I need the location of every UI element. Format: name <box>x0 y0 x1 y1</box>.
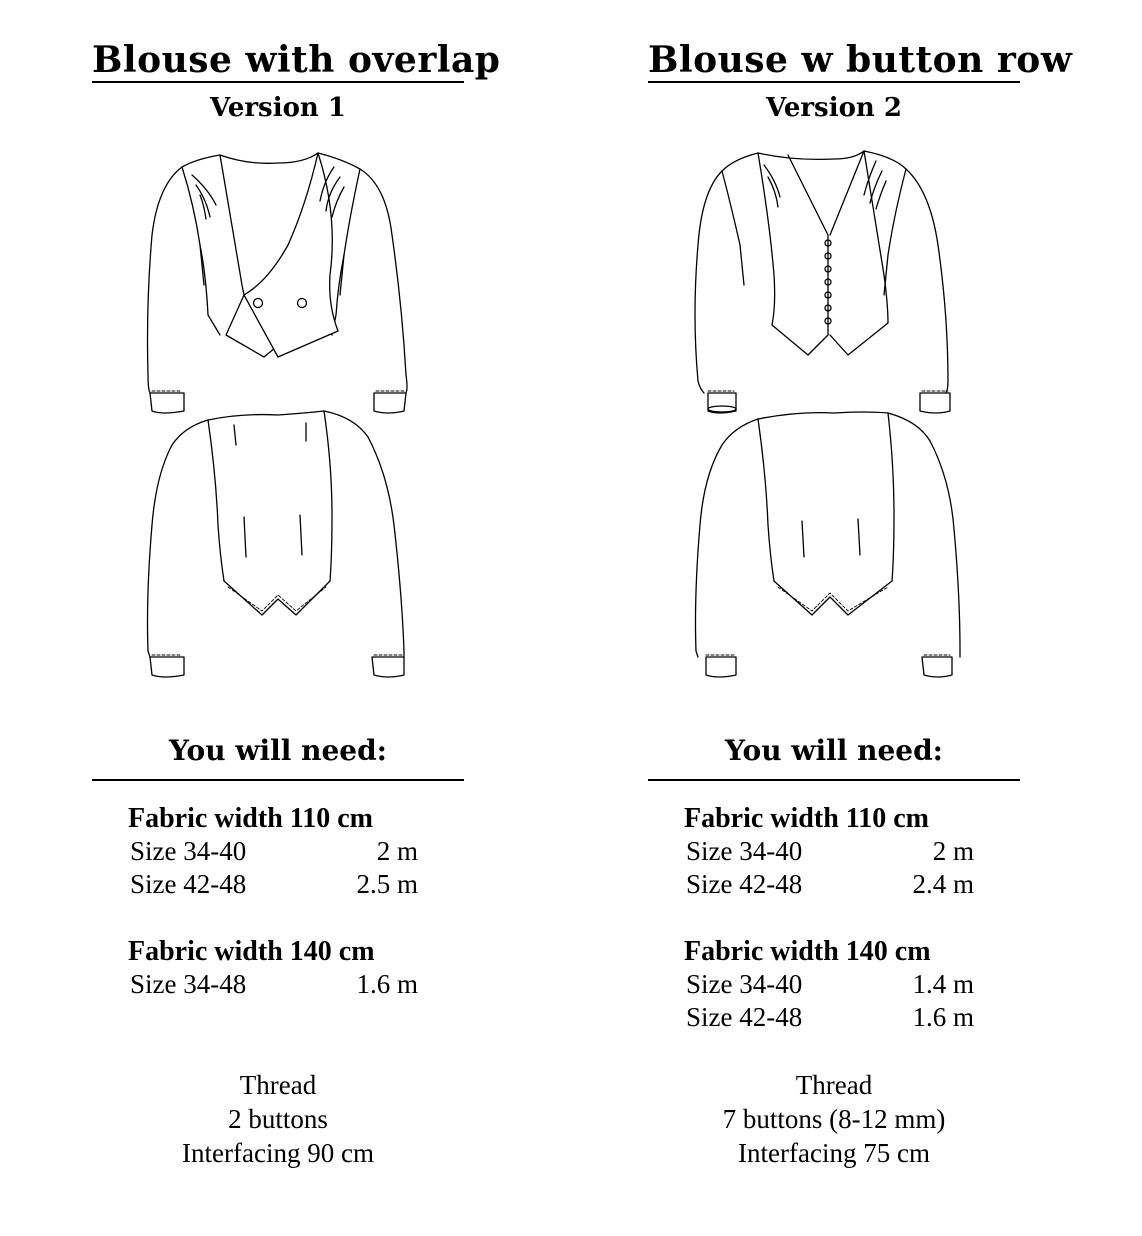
version-2-needs-rule <box>648 779 1020 781</box>
blouse-overlap-drawing <box>92 145 464 685</box>
version-1-needs-rule <box>92 779 464 781</box>
version-2-column <box>648 0 1073 1236</box>
version-2-title-rule <box>648 81 1020 83</box>
size-label: Size 42-48 <box>686 1002 803 1032</box>
size-label: Size 34-40 <box>686 969 803 999</box>
fabric-amount: 2 m <box>932 836 974 866</box>
blouse-button-row-drawing <box>648 145 1020 685</box>
version-1-fabric-110 <box>128 802 448 901</box>
version-1-title: Blouse with overlap <box>92 39 501 81</box>
fabric-amount: 1.4 m <box>912 969 974 999</box>
size-label: Size 42-48 <box>130 869 247 899</box>
fabric-row <box>128 968 448 1001</box>
fabric-width-heading: Fabric width 140 cm <box>128 936 375 967</box>
notion-item: Thread <box>239 1070 317 1100</box>
blouse-button-row-front <box>695 151 950 413</box>
version-1-fabric-140 <box>128 935 448 1001</box>
fabric-amount: 2.5 m <box>356 869 418 899</box>
fabric-width-heading: Fabric width 140 cm <box>684 936 931 967</box>
fabric-row <box>684 1001 1004 1034</box>
size-label: Size 34-40 <box>130 836 247 866</box>
fabric-amount: 1.6 m <box>912 1002 974 1032</box>
version-1-garment-illustration <box>92 145 464 685</box>
version-2-fabric-140 <box>684 935 1004 1034</box>
version-1-needs-heading: You will need: <box>169 734 387 767</box>
fabric-width-heading: Fabric width 110 cm <box>128 803 373 834</box>
version-1-notions <box>92 1068 464 1170</box>
notion-item: Interfacing 90 cm <box>182 1138 374 1168</box>
version-2-subtitle: Version 2 <box>766 93 902 123</box>
size-label: Size 34-40 <box>686 836 803 866</box>
fabric-row <box>128 835 448 868</box>
version-2-title: Blouse w button row <box>648 39 1073 81</box>
notion-item: Interfacing 75 cm <box>738 1138 930 1168</box>
fabric-row <box>684 968 1004 1001</box>
fabric-amount: 2.4 m <box>912 869 974 899</box>
version-2-needs-heading: You will need: <box>725 734 943 767</box>
blouse-button-row-back <box>696 412 961 677</box>
fabric-row <box>684 835 1004 868</box>
version-1-column <box>92 0 501 1236</box>
version-1-title-rule <box>92 81 464 83</box>
fabric-row <box>684 868 1004 901</box>
version-2-notions <box>648 1068 1020 1170</box>
version-1-subtitle: Version 1 <box>210 93 346 123</box>
notion-item: 7 buttons (8-12 mm) <box>722 1104 946 1134</box>
notion-item: Thread <box>795 1070 873 1100</box>
blouse-overlap-front <box>148 153 408 413</box>
size-label: Size 34-48 <box>130 969 247 999</box>
version-2-fabric-110 <box>684 802 1004 901</box>
notion-item: 2 buttons <box>228 1104 328 1134</box>
blouse-overlap-back <box>148 411 405 677</box>
size-label: Size 42-48 <box>686 869 803 899</box>
fabric-amount: 2 m <box>376 836 418 866</box>
version-2-garment-illustration <box>648 145 1020 685</box>
fabric-width-heading: Fabric width 110 cm <box>684 803 929 834</box>
fabric-amount: 1.6 m <box>356 969 418 999</box>
fabric-row <box>128 868 448 901</box>
